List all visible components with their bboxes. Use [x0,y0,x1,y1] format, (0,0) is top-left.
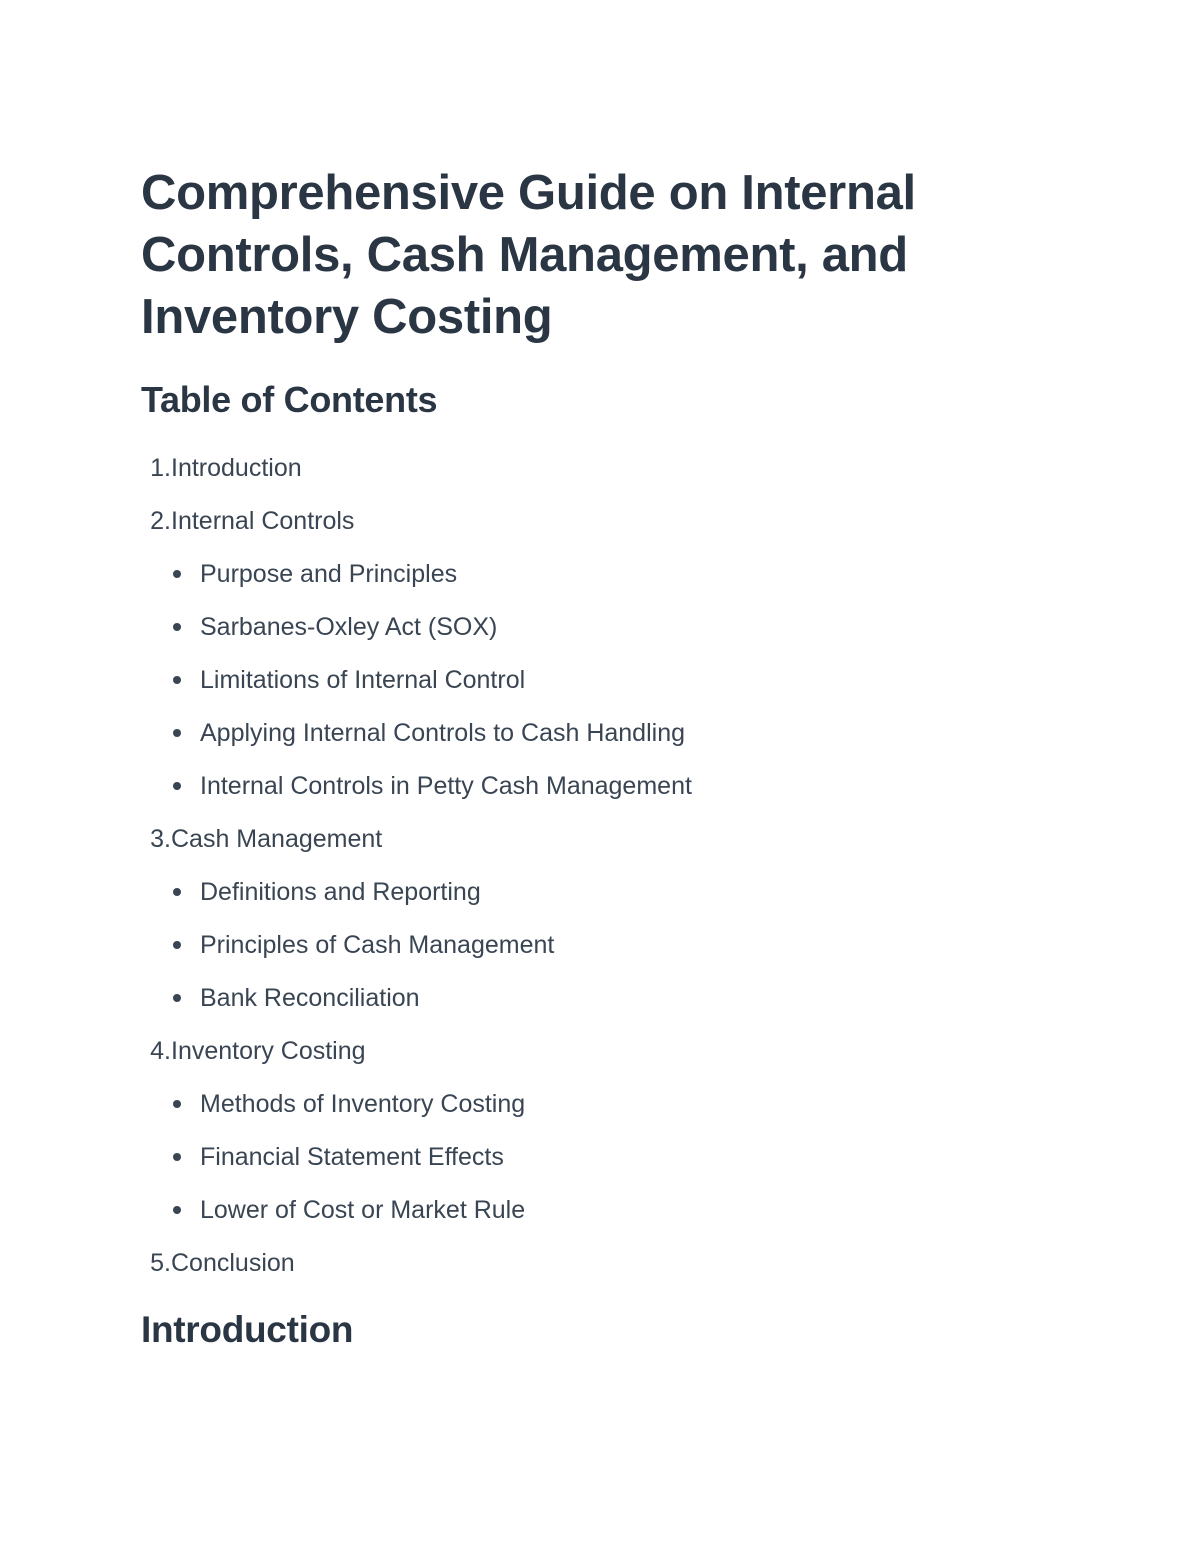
toc-item-number: 4. [150,1037,171,1065]
toc-item [141,1243,1041,1296]
toc-item-label: Inventory Costing [171,1037,366,1065]
bullet-icon [173,623,181,631]
bullet-icon [173,570,181,578]
toc-heading: Table of Contents [141,379,438,420]
toc-subitem-label: Methods of Inventory Costing [200,1090,526,1118]
toc-subitem-label: Lower of Cost or Market Rule [200,1196,526,1224]
toc-subitem-label: Internal Controls in Petty Cash Management [200,772,692,800]
section-heading-introduction: Introduction [141,1309,354,1350]
toc-item-label: Internal Controls [171,507,355,535]
toc-subitem [141,1137,1041,1190]
toc-subitem [141,660,1041,713]
bullet-icon [173,941,181,949]
toc-subitem [141,607,1041,660]
toc-subitem-label: Applying Internal Controls to Cash Handling [200,719,685,747]
bullet-icon [173,1206,181,1214]
toc-item [141,501,1041,554]
toc-subitem [141,872,1041,925]
bullet-icon [173,676,181,684]
toc-subitem-label: Sarbanes-Oxley Act (SOX) [200,613,498,641]
toc-subitem-label: Financial Statement Effects [200,1143,504,1171]
toc-subitem-label: Bank Reconciliation [200,984,420,1012]
toc-item-number: 2. [150,507,171,535]
toc-subitem-label: Principles of Cash Management [200,931,555,959]
document-title: Comprehensive Guide on Internal Controls, Cash Management, and Inventory Costing [141,166,916,344]
toc-item-label: Cash Management [171,825,383,853]
toc-item [141,448,1041,501]
toc-item-number: 3. [150,825,171,853]
toc-subitem-label: Limitations of Internal Control [200,666,526,694]
toc-item-label: Introduction [171,454,302,482]
toc-subitem [141,1190,1041,1243]
toc-item-number: 1. [150,454,171,482]
bullet-icon [173,994,181,1002]
toc-item-label: Conclusion [171,1249,295,1277]
bullet-icon [173,1100,181,1108]
toc-subitem [141,978,1041,1031]
toc-item-number: 5. [150,1249,171,1277]
toc-subitem [141,713,1041,766]
toc-subitem-label: Definitions and Reporting [200,878,481,906]
bullet-icon [173,888,181,896]
bullet-icon [173,782,181,790]
toc-subitem [141,766,1041,819]
toc-subitem [141,1084,1041,1137]
toc-subitem [141,925,1041,978]
bullet-icon [173,729,181,737]
bullet-icon [173,1153,181,1161]
toc-subitem [141,554,1041,607]
toc-item [141,1031,1041,1084]
toc-item [141,819,1041,872]
toc-subitem-label: Purpose and Principles [200,560,458,588]
table-of-contents [141,448,1041,1296]
